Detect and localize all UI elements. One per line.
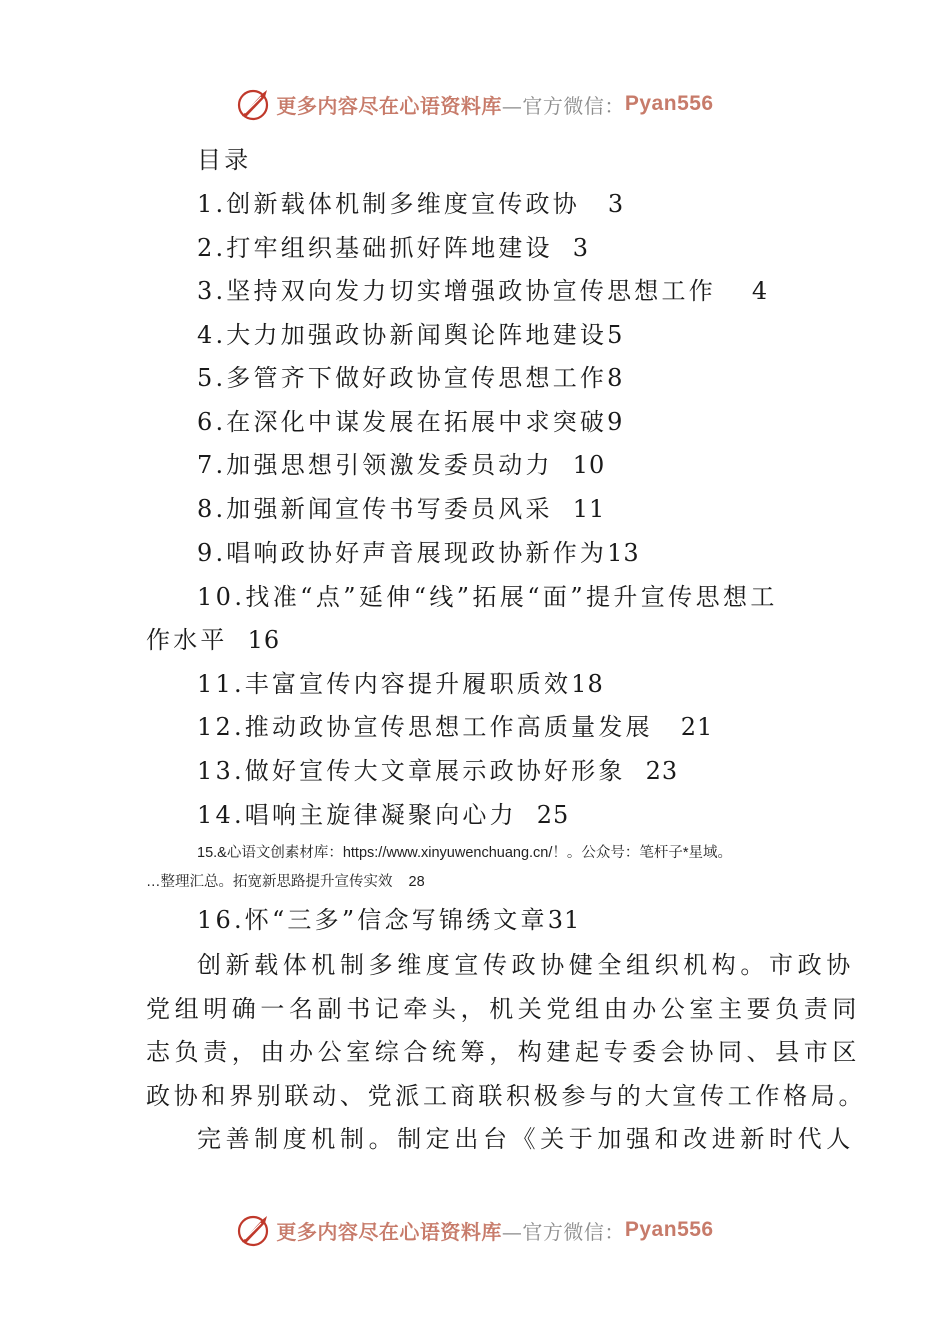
toc-item-page: 4 (751, 277, 769, 305)
toc-item-page: 8 (607, 364, 624, 392)
toc-item-page: 28 (408, 874, 425, 890)
toc-item-text: 10.找准“点”延伸“线”拓展“面”提升宣传思想工 (197, 583, 778, 611)
toc-item[interactable] (197, 320, 623, 350)
toc-item-text: …整理汇总。拓宽新思路提升宣传实效 (146, 874, 393, 890)
toc-item-text: 11.丰富宣传内容提升履职质效 (197, 670, 572, 698)
body-paragraph-line: 政协和界别联动、党派工商联积极参与的大宣传工作格局。 (146, 1082, 867, 1110)
toc-item-text: 15.&心语文创素材库：https://www.xinyuwenchuang.cn/！。公众号：笔杆子*星域。 (197, 845, 733, 861)
toc-item[interactable] (197, 669, 604, 699)
pen-logo-icon (236, 86, 272, 122)
toc-item-text: 1.创新载体机制多维度宣传政协 (197, 190, 580, 218)
toc-item-text: 16.怀“三多”信念写锦绣文章 (197, 906, 548, 934)
toc-item-text: 14.唱响主旋律凝聚向心力 (197, 801, 517, 829)
body-paragraph-line: 志负责，由办公室综合统筹，构建起专委会协同、县市区 (146, 1038, 861, 1066)
banner-text: 更多内容尽在心语资料库 (276, 93, 502, 118)
toc-item-page: 18 (571, 670, 604, 698)
banner-separator-text: —官方微信： (501, 93, 625, 118)
toc-item[interactable] (197, 843, 732, 863)
toc-item-page: 5 (607, 321, 624, 349)
toc-item-text: 12.推动政协宣传思想工作高质量发展 (197, 713, 653, 741)
toc-item-page: 9 (607, 408, 624, 436)
toc-item-text: 5.多管齐下做好政协宣传思想工作 (197, 364, 608, 392)
toc-item[interactable] (197, 276, 768, 306)
banner-separator-text: —官方微信： (501, 1219, 625, 1244)
toc-item-page: 13 (607, 539, 640, 567)
toc-item[interactable] (197, 363, 623, 393)
toc-item-text: 作水平 (146, 626, 228, 654)
toc-item[interactable] (197, 800, 569, 830)
toc-item-page: 25 (536, 801, 570, 829)
toc-item[interactable] (197, 407, 623, 437)
body-paragraph-line: 完善制度机制。制定出台《关于加强和改进新时代人 (197, 1125, 855, 1153)
toc-item-page: 3 (572, 234, 589, 262)
toc-item-text: 9.唱响政协好声音展现政协新作为 (197, 539, 608, 567)
toc-item[interactable] (197, 905, 580, 935)
toc-item-text: 4.大力加强政协新闻舆论阵地建设 (197, 321, 608, 349)
banner-wechat-id: Pyan556 (624, 92, 714, 115)
toc-item-page: 23 (645, 757, 679, 785)
header-banner (0, 84, 950, 124)
toc-item-page: 11 (572, 495, 606, 523)
toc-item-text: 6.在深化中谋发展在拓展中求突破 (197, 408, 608, 436)
toc-item[interactable] (197, 538, 640, 568)
toc-item[interactable] (197, 756, 678, 786)
toc-item-page: 21 (680, 713, 714, 741)
footer-banner (0, 1210, 950, 1250)
pen-logo-icon (236, 1212, 272, 1248)
toc-item-text: 2.打牢组织基础抓好阵地建设 (197, 234, 553, 262)
toc-item-page: 16 (247, 626, 281, 654)
toc-item-text: 13.做好宣传大文章展示政协好形象 (197, 757, 626, 785)
toc-item[interactable] (197, 233, 589, 263)
toc-title: 目录 (197, 146, 252, 174)
toc-item[interactable] (197, 494, 605, 524)
banner-wechat-id: Pyan556 (624, 1218, 714, 1241)
toc-item-page: 10 (572, 451, 606, 479)
toc-item-text: 3.坚持双向发力切实增强政协宣传思想工作 (197, 277, 716, 305)
toc-item-text: 7.加强思想引领激发委员动力 (197, 451, 553, 479)
toc-item[interactable] (197, 712, 713, 742)
toc-item[interactable] (197, 582, 778, 612)
toc-item-continuation[interactable] (146, 872, 425, 892)
toc-item-text: 8.加强新闻宣传书写委员风采 (197, 495, 553, 523)
toc-item-page: 31 (547, 906, 581, 934)
banner-text: 更多内容尽在心语资料库 (276, 1219, 502, 1244)
body-paragraph-line: 党组明确一名副书记牵头，机关党组由办公室主要负责同 (146, 995, 861, 1023)
body-paragraph-line: 创新载体机制多维度宣传政协健全组织机构。市政协 (197, 951, 855, 979)
toc-item-continuation[interactable] (146, 625, 280, 655)
toc-item[interactable] (197, 450, 605, 480)
toc-item-page: 3 (607, 190, 625, 218)
toc-item[interactable] (197, 189, 624, 219)
